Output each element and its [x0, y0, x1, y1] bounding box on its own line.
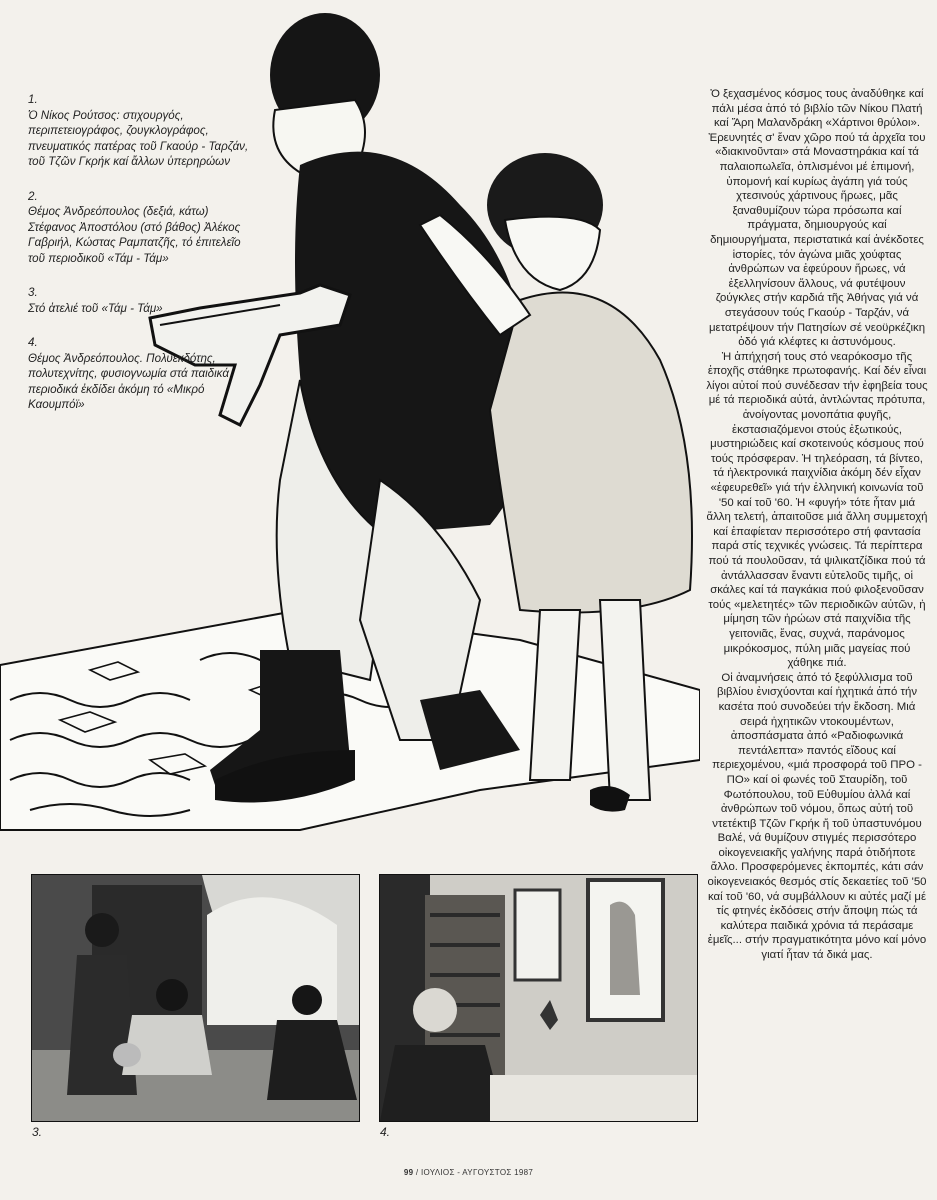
separator: / — [415, 1168, 421, 1177]
photo-number-3: 3. — [32, 1125, 43, 1139]
photo-desk-portrait — [379, 874, 698, 1122]
caption-text: Στό ἀτελιέ τοῦ «Τάμ - Τάμ» — [28, 301, 163, 315]
caption-text: Θέμος Ἀνδρεόπουλος. Πολυεκδότης, πολυτεχνίτης, φυσιογνωμία στά παιδικά περιοδικά ἐκδίδει ἀκόμη τό «Μικρό Καουμπόϊ» — [28, 351, 229, 411]
caption-number: 1. — [28, 93, 38, 106]
captions-column — [28, 92, 258, 432]
page-number: 99 — [403, 1168, 414, 1177]
caption-3 — [28, 285, 258, 316]
article-column — [706, 87, 928, 963]
article-paragraph: Ὁ ξεχασμένος κόσμος τους ἀναδύθηκε καί πάλι μέσα ἀπό τό βιβλίο τῶν Νίκου Πλατή καί Ἄρη Μαλανδράκη «Χάρτινοι θρύλοι». Ἐρευνητές σ' ἕναν χῶρο πού τά ἀρχεῖα του «διακινοῦνται» στά Μοναστηράκια καί τά παλαιοπωλεῖα, ὁπλισμένοι μέ ἐπιμονή, ὑπομονή καί κυρίως ἀγάπη γιά τούς χτεσινούς χάρτινους ἥρωες, μᾶς ξαναθυμίζουν τώρα πρόσωπα καί πράγματα, δημιουργούς καί δημιουργήματα, περιστατικά καί ἀνέκδοτες ἱστορίες, τόν ἀγώνα μιᾶς χούφτας ἀνθρώπων να ἐφεύρουν ἥρωες, νά ἐξελληνίσουν ἄλλους, νά φυτέψουν ζούγκλες στήν καρδιά τῆς Ἀθήνας γιά νά στεγάσουν τούς Γκαούρ - Ταρζάν, νά μετατρέψουν τήν Πατησίων σέ νεοϋρκέζικη ὁδό γιά κλέφτες κι ἀστυνόμους. — [708, 88, 926, 349]
photo-desk-image — [380, 875, 697, 1121]
caption-text: Ὁ Νίκος Ρούτσος: στιχουργός, περιπετειογράφος, ζουγκλογράφος, πνευματικός πατέρας τοῦ Γκαούρ - Ταρζάν, τοῦ Τζῶν Γκρήκ καί ἄλλων ὑπερηρώων — [28, 108, 249, 168]
photo-studio-image — [32, 875, 359, 1121]
issue-date: ΙΟΥΛΙΟΣ - ΑΥΓΟΥΣΤΟΣ 1987 — [420, 1168, 534, 1177]
caption-2 — [28, 189, 258, 267]
article-paragraph: Ἡ ἀπήχησή τους στό νεαρόκοσμο τῆς ἐποχῆς στάθηκε πρωτοφανής. Καί δέν εἶναι λίγοι αὐτοί πού συνέδεσαν τήν ἐφηβεία τους μέ τά περιοδικά αὐτά, ἀντλώντας πρότυπα, ἀνοίγοντας μονοπάτια φυγῆς, ἐκστασιαζόμενοι στούς ἐξωτικούς, μυστηριώδεις καί σκοτεινούς κόσμους πού τούς πρόσφεραν. Ἡ τηλεόραση, τά βίντεο, τά ἠλεκτρονικά παιχνίδια ἀκόμη δέν εἶχαν «ἐφευρεθεῖ» γιά τήν ἑλληνική κοινωνία τοῦ '50 καί τοῦ '60. Ἡ «φυγή» τότε ἦταν μιά ἄλλη τελετή, ἀπαιτοῦσε μιά ἄλλη συμμετοχή καί ἐπαφίεταν περισσότερο στή φαντασία παρά στίς τεχνικές γνώσεις. Τά περίπτερα πού τά πουλοῦσαν, τά ψιλικατζίδικα πού τά ἀντάλλασσαν ἔναντι εὐτελοῦς τιμῆς, οἱ σκάλες καί τά παγκάκια πού φιλοξενοῦσαν τούς «μελετητές» τῶν περιοδικῶν αὐτῶν, ἡ μίμηση τῶν ἡρώων στά παιχνίδια τῆς γειτονιᾶς, ἕνας, συχνά, παράνομος μικρόκοσμος, πύλη μιᾶς μαγείας πού χάθηκε πιά. — [706, 350, 928, 670]
caption-4 — [28, 335, 258, 413]
caption-text: Θέμος Ἀνδρεόπουλος (δεξιά, κάτω) Στέφανος Ἀποστόλου (στό βάθος) Ἀλέκος Γαβριήλ, Κώστας Ραμπατζῆς, τό ἐπιτελεῖο τοῦ περιοδικοῦ «Τάμ - Τάμ» — [28, 205, 241, 265]
page-footer — [0, 1168, 937, 1177]
caption-1 — [28, 92, 258, 170]
caption-number: 3. — [28, 286, 38, 299]
caption-number: 4. — [28, 336, 38, 349]
photo-studio — [31, 874, 360, 1122]
photo-number-4: 4. — [380, 1125, 391, 1139]
article-paragraph: Οἱ ἀναμνήσεις ἀπό τό ξεφύλλισμα τοῦ βιβλίου ἐνισχύονται καί ἠχητικά ἀπό τήν κασέτα πού συνοδεύει τήν ἔκδοση. Μιά σειρά ἠχητικῶν ντοκουμέντων, ἀποσπάσματα ἀπό «Ραδιοφωνικά πεντάλεπτα» παντός εἴδους καί περιεχομένου, «μιά προσφορά τοῦ ΠΡΟ - ΠΟ» καί οἱ φωνές τοῦ Σταυρίδη, τοῦ Φωτόπουλου, τοῦ Εὐθυμίου ἀλλά καί ἀνθρώπων τοῦ νόμου, ὅπως αὐτή τοῦ ντετέκτιβ Τζῶν Γκρήκ ἤ τοῦ ὑπαστυνόμου Βαλέ, νά θυμίζουν στιγμές περισσότερο οἰκογενειακῆς γαλήνης παρά ὁτιδήποτε ἄλλο. Προσφερόμενες ἐκπομπές, κάτι σάν οἰκογενειακός θεσμός στίς δεκαετίες τοῦ '50 καί τοῦ '60, νά συμβάλλουν κι αὐτές μαζί μέ τίς φτηνές ἐκδόσεις στήν ἄποψη πώς τά καλύτερα παιδικά χρόνια τά περάσαμε ἐμεῖς... στήν πραγματικότητα μόνο καί μόνο γιατί ἦταν τά δικά μας. — [707, 671, 927, 962]
caption-number: 2. — [28, 189, 38, 203]
